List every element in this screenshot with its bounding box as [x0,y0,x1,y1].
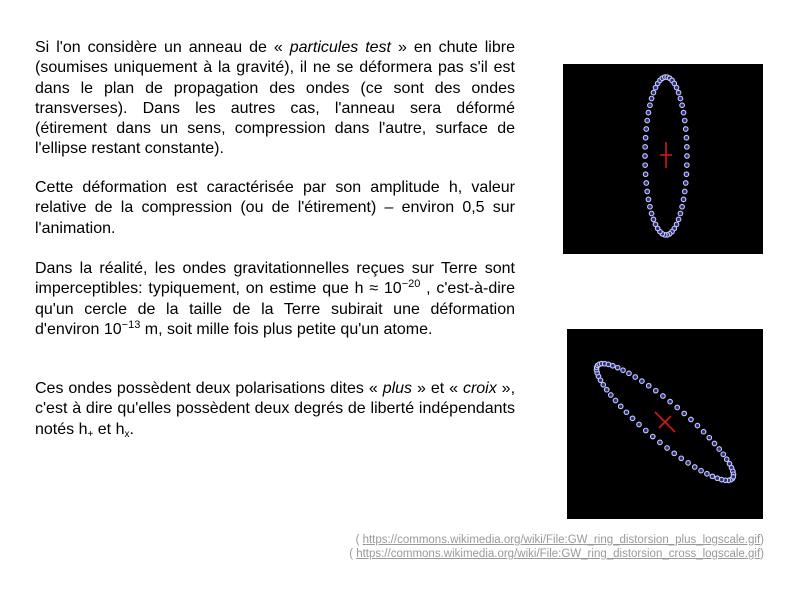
particle [615,365,620,370]
particle [624,410,629,415]
particle [651,217,656,222]
particle [649,211,654,216]
particle [646,383,651,388]
particle [644,428,649,433]
particle [684,135,689,140]
particle [683,181,688,186]
particle [618,404,623,409]
particle [646,197,651,202]
particle [682,189,687,194]
particle [681,110,686,115]
particle [685,154,690,159]
reference-plus-link[interactable]: https://commons.wikimedia.org/wiki/File:GW_ring_distorsion_plus_logscale.gif [362,534,761,546]
plus-ring-figure [563,64,763,254]
particle [710,474,715,479]
particle [707,435,712,440]
particle [627,371,632,376]
particle [731,474,736,479]
particle [646,110,651,115]
particle [644,127,649,132]
particle [637,422,642,427]
particle [679,456,684,461]
particle [610,363,615,368]
particules-test-term: particules test [289,39,391,56]
particle [705,471,710,476]
particle [601,382,606,387]
particle [648,204,653,209]
particle [633,375,638,380]
particle [653,222,658,227]
plus-term: plus [382,380,413,397]
croix-term: croix [462,380,497,397]
particle [658,440,663,445]
particle [678,211,683,216]
particle [685,145,690,150]
exponent-h: −20 [401,278,421,291]
particle [681,197,686,202]
particle [682,118,687,123]
particle [643,154,648,159]
particle [680,103,685,108]
reference-cross: ( https://commons.wikimedia.org/wiki/File:GW_ring_distorsion_cross_logscale.gif) [349,548,764,560]
particle [609,393,614,398]
particle [692,465,697,470]
paragraph-reality: Dans la réalité, les ondes gravitationnelles reçues sur Terre sont imperceptibles: typiquement, on estime que $h \approx 10^{-20}$ , c'est-à-dire qu'un cercle de la taille de la Terre subirait une déformation d'environ $10^{-13}$ m, soit mille fois plus petite qu'un atome. [35,260,516,338]
paragraph-amplitude: Cette déformation est caractérisée par son amplitude h, valeur relative de la compression (ou de l'étirement) – environ 0,5 sur l'animation. [35,179,515,237]
particle [643,163,648,168]
cross-polarisation-animation [567,329,763,519]
particle [613,398,618,403]
particle [712,441,717,446]
particle [672,451,677,456]
particle [645,189,650,194]
particle [678,96,683,101]
particle [630,416,635,421]
particle [650,434,655,439]
paragraph-ring-intro: Si l'on considère un anneau de « particules test » en chute libre (soumises uniquement à la gravité), il ne se déformera pas s'il est dans le plan de propagation des ondes (ce sont des ondes transverses). Dans les autres cas, l'anneau sera déformé (étirement dans un sens, compression dans l'autre, surface de l'ellipse restant constante). [35,39,515,158]
reference-plus: ( https://commons.wikimedia.org/wiki/File:GW_ring_distorsion_plus_logscale.gif) [355,534,764,546]
particle [621,368,626,373]
particle [717,447,722,452]
particle [686,461,691,466]
particle [668,399,673,404]
particle [683,127,688,132]
particle [675,405,680,410]
exponent-deformation: −13 [121,318,141,331]
particle [644,181,649,186]
particle [640,379,645,384]
h-cross-subscript: x [124,428,130,440]
particle [701,429,706,434]
particle [676,217,681,222]
particle [645,118,650,123]
particle [643,135,648,140]
particle [649,96,654,101]
plus-polarisation-animation [563,64,763,254]
particle [648,103,653,108]
reference-cross-link[interactable]: https://commons.wikimedia.org/wiki/File:GW_ring_distorsion_cross_logscale.gif [356,548,761,560]
paragraph-polarisations: Ces ondes possèdent deux polarisations dites « plus » et « croix », c'est à dire qu'elles possèdent deux degrés de liberté indépendants notés $h_+$ et $h_x$. [35,380,516,440]
source-references [349,533,764,561]
particle [676,90,681,95]
particle [721,452,726,457]
particle [651,90,656,95]
particle [699,468,704,473]
particle [643,172,648,177]
particle [715,476,720,481]
particle [695,423,700,428]
particle [661,394,666,399]
cross-ring-figure [567,329,763,519]
particle [724,457,729,462]
particle [685,163,690,168]
particle [680,204,685,209]
particle [684,172,689,177]
particle [643,145,648,150]
h-plus-subscript: + [87,428,94,440]
particle [653,388,658,393]
particle [604,387,609,392]
particle [689,417,694,422]
particle [682,411,687,416]
particle [674,85,679,90]
particle [665,446,670,451]
